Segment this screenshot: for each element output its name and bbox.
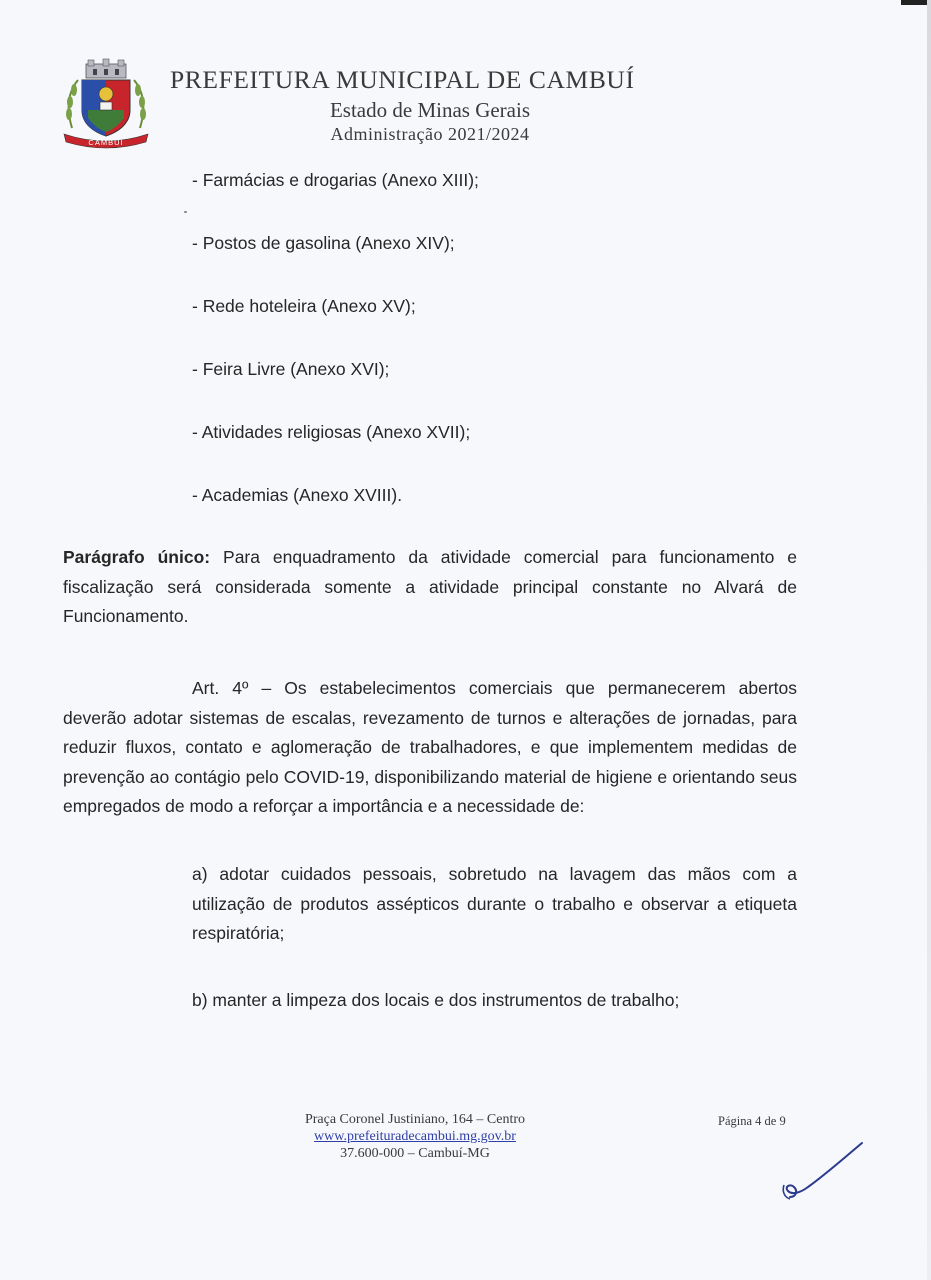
scan-speck [184,211,187,213]
item-b: b) manter a limpeza dos locais e dos instrumentos de trabalho; [192,990,680,1010]
footer-cep: 37.600-000 – Cambuí-MG [340,1146,490,1161]
page-number: Página 4 de 9 [718,1114,786,1128]
footer-address-block [260,1111,570,1162]
list-item: - Rede hoteleira (Anexo XV); [192,296,416,316]
letterhead [170,64,690,145]
footer-website-link[interactable]: www.prefeituradecambui.mg.gov.br [314,1129,516,1144]
letterhead-administration: Administração 2021/2024 [330,124,530,144]
letterhead-title: PREFEITURA MUNICIPAL DE CAMBUÍ [170,65,635,94]
list-item: - Atividades religiosas (Anexo XVII); [192,422,471,442]
paragrafo-unico-text: Para enquadramento da atividade comercial para funcionamento e fiscalização será considerada somente a atividade principal constante no Alvará de Funcionamento. [63,547,797,626]
crest-banner-text: CAMBUÍ [88,138,124,147]
signature-icon [770,1135,870,1205]
list-item: - Postos de gasolina (Anexo XIV); [192,233,455,253]
municipal-crest-icon [58,58,154,150]
item-a: a) adotar cuidados pessoais, sobretudo na lavagem das mãos com a utilização de produtos assépticos durante o trabalho e observar a etiqueta respiratória; [192,864,797,943]
scan-edge-right [927,0,931,1280]
paragrafo-unico-label: Parágrafo único: [63,547,211,567]
list-item: - Feira Livre (Anexo XVI); [192,359,390,379]
list-item: - Academias (Anexo XVIII). [192,485,403,505]
article-4: Art. 4º – Os estabelecimentos comerciais que permanecerem abertos deverão adotar sistemas de escalas, revezamento de turnos e alterações de jornadas, para reduzir fluxos, contato e aglomeração de trabalhadores, e que implementem medidas de prevenção ao contágio pelo COVID-19, disponibilizando material de higiene e orientando seus empregados de modo a reforçar a importância e a necessidade de: [63,678,797,816]
list-item: - Farmácias e drogarias (Anexo XIII); [192,170,479,190]
letterhead-state: Estado de Minas Gerais [329,98,531,122]
paragrafo-unico [63,543,797,632]
footer-address: Praça Coronel Justiniano, 164 – Centro [304,1112,526,1127]
